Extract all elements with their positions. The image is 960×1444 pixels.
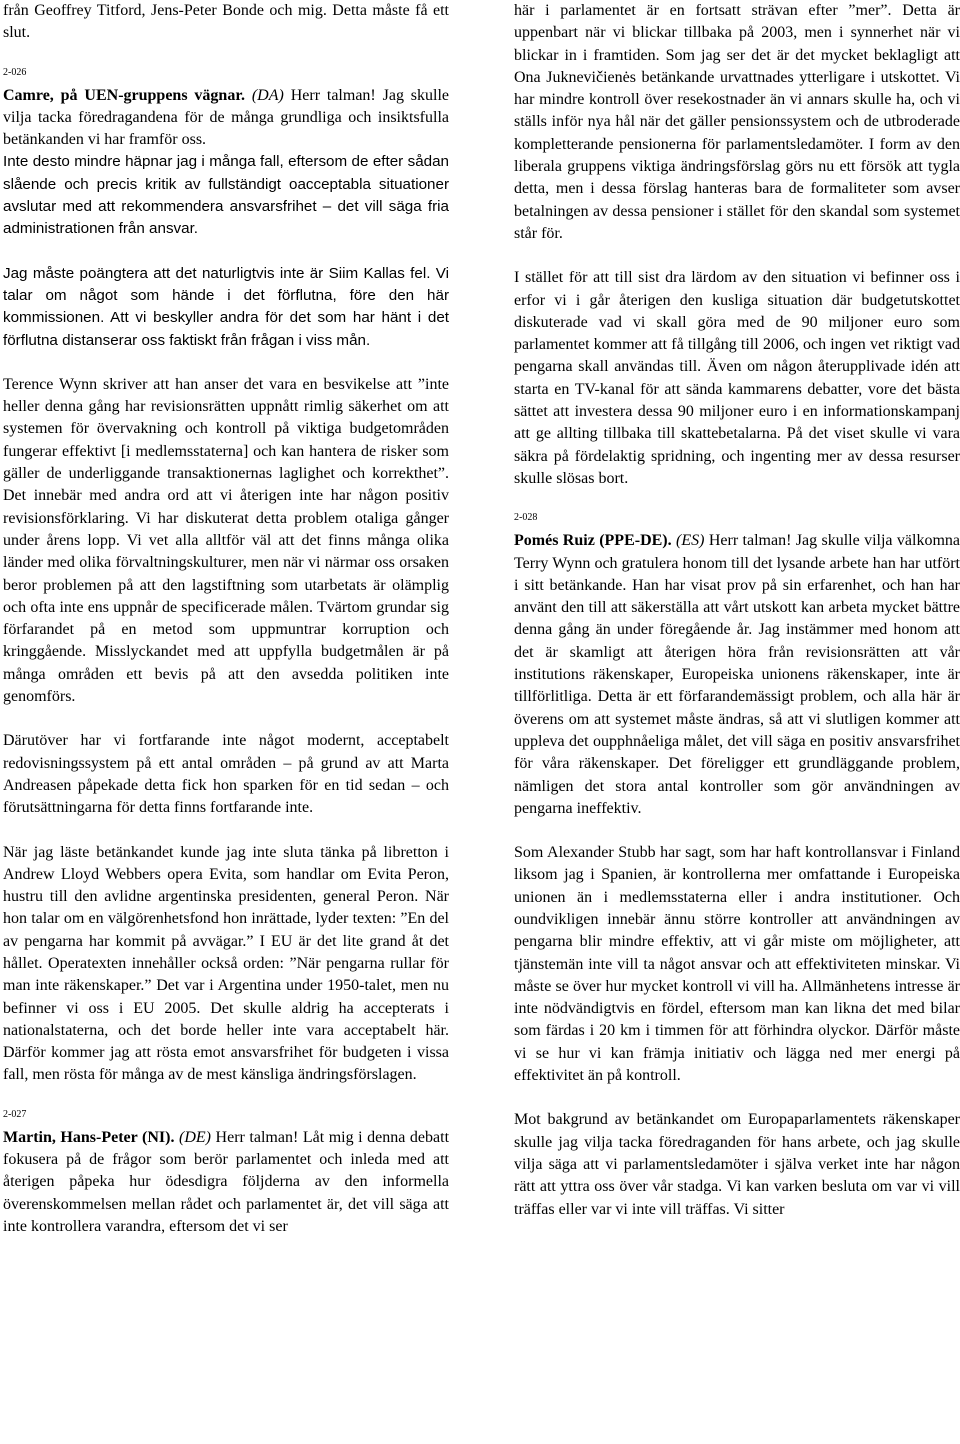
speech-camre <box>3 85 449 152</box>
speaker-name: Camre, på UEN-gruppens vägnar. <box>3 86 245 104</box>
speaker-name: Martin, Hans-Peter (NI). <box>3 1128 175 1146</box>
item-reference: 2-026 <box>3 66 27 78</box>
paragraph-evita: När jag läste betänkandet kunde jag inte sluta tänka på libretton i Andrew Lloyd Webbers opera Evita, som handlar om Evita Peron, hustru till den avlidne argentinska presidenten, general Peron. När hon talar om en välgörenhetsfond hon inrättade, lyder texten: ”En del av pengarna har kommit på avvägar.” I EU är det lite grand åt det hållet. Operatexten innehåller också orden: ”När pengarna rullar för man inte räkenskaper.” Det var i Argentina under 1950-talet, men nu befinner vi oss i EU 2005. Det skulle aldrig ha accepterats i nationalstaterna, och det borde heller inte vara acceptabelt här. Därför kommer jag att rösta emot ansvarsfrihet för budgeten i vissa fall, men rösta för många av de mest känsliga ändringsförslagen. <box>3 843 449 1084</box>
paragraph-pensions: här i parlamentet är en fortsatt strävan efter ”mer”. Detta är uppenbart när vi blickar tillbaka på 2003, men i synnerhet när vi blickar in i framtiden. Som jag ser det är det mycket beklagligt att Ona Juknevičienės betänkande urvattnades ytterligare i utskottet. Vi har mindre kontroll över resekostnader än vi annars skulle ha, och vi ställs inför nya hål när det gäller pensionssystem och de utbroderade kompletterande pensionerna för parlamentsledamöter. I form av den liberala gruppens viktiga ändringsförslag görs nu ett försök att tygla detta, men i dessa förslag hanteras bara de formaliteter som avser betalningen av dessa pensioner i stället för den skandal som systemet står för. <box>514 2 960 242</box>
speaker-name: Pomés Ruiz (PPE-DE). <box>514 532 672 550</box>
item-reference: 2-028 <box>514 512 538 524</box>
speech-pomes-ruiz <box>514 530 960 820</box>
paragraph-stubb: Som Alexander Stubb har sagt, som har haft kontrollansvar i Finland liksom jag i Spanien, är kontrollerna mer omfattande i Europeiska unionen än i medlemsstaterna eller i andra institutioner. Och oundvikligen innebär ännu större kontroller att användningen av pengarna blir mindre effektiv, att vi går miste om möjligheter, att tjänstemän inte vill ta något ansvar och att effektiviteten minskar. Vi måste se över hur mycket kontroll vi vill ha. Allmänhetens intresse är inte nödvändigtvis en fördel, eftersom man kan likna det med bilar som färdas i 20 km i timmen för att förhindra olyckor. Därför måste vi se hur vi kan främja initiativ och lägga ned mer energi på effektivitet än på kontroll. <box>514 844 960 1085</box>
intro-paragraph: från Geoffrey Titford, Jens-Peter Bonde och mig. Detta måste få ett slut. <box>3 2 449 42</box>
paragraph-accounting: Därutöver har vi fortfarande inte något modernt, acceptabelt redovisningssystem på ett antal områden – på grund av att Marta Andreasen påpekade detta fick hon sparken för en tid sedan – och förutsättningarna för detta finns fortfarande inte. <box>3 732 449 817</box>
right-column <box>514 0 960 1221</box>
paragraph-budget: I stället för att till sist dra lärdom av den situation vi befinner oss i erfor vi i går återigen den kusliga situation där budgetutskottet diskuterade vad vi skall göra med de 90 miljoner euro som parlamentet kommer att få tillgång till 2006, och ingen vet riktigt vad pengarna skall användas till. Även om någon återupplivade idén att starta en TV-kanal för att sända kammarens debatter, vore det bästa sättet att investera dessa 90 miljoner euro i en informationskampanj att ge allting tillbaka till skattebetalarna. På det viset skulle vi vara säkra på fördelaktig spridning, och ingenting mer av dessa resurser skulle slösas bort. <box>514 269 960 487</box>
speech-text: Herr talman! Jag skulle vilja välkomna Terry Wynn och gratulera honom till det lysande arbete han har utfört i sitt betänkande. Han har visat prov på sin erfarenhet, och han har använt den till att säkerställa att vårt utskott kan arbeta mycket bättre denna gång än under föregående år. Jag instämmer med honom att det är skamligt att återigen höra från revisionsrätten att vår institutions räkenskaper, Europeiska unionens räkenskaper, inte är tillförlitliga. Detta är ett förfarandemässigt problem, och alla här är överens om att systemet måste ändras, så att vi slutligen kommer att uppleva det oupphnåeliga målet, det vill säga en positiv ansvarsfrihet för våra räkenskaper. Det föreligger ett grundläggande problem, nämligen det stora antal kontroller som gör användningen av pengarna ineffektiv. <box>514 532 960 817</box>
speech-text: Herr talman! Låt mig i denna debatt fokusera på de frågor som berör parlamentet och inleda med att återigen påpeka hur ödesdigra följderna av den informella överenskommelsen mellan rådet och parlamentet är, det vill säga att inte kontrollera varandra, eftersom det vi ser <box>3 1128 450 1235</box>
language-code: (DA) <box>251 86 284 104</box>
speech-martin <box>3 1127 449 1238</box>
language-code: (ES) <box>676 532 705 550</box>
paragraph-kallas: Jag måste poängtera att det naturligtvis inte är Siim Kallas fel. Vi talar om något som hände i det förflutna, före den här kommissionen. Att vi beskyller andra för det som har hänt i det förflutna distanserar oss faktiskt från frågan i viss mån. <box>3 264 449 349</box>
item-reference: 2-027 <box>3 1108 27 1120</box>
paragraph-wynn: Terence Wynn skriver att han anser det vara en besvikelse att ”inte heller denna gång har revisionsrätten uppnått rimlig säkerhet om att systemen för övervakning och kontroll på viktiga budgetområden fungerar effektivt [i medlemsstaterna] och kan hantera de risker som gäller de underliggande transaktionernas laglighet och korrekthet”. Det innebär med andra ord att vi återigen inte har någon positiv revisionsförklaring. Vi har diskuterat detta problem otaliga gånger under årens lopp. Vi vet alla alltför väl att det finns många olika länder med olika förvaltningskulturer, men när vi närmar oss orsaken beror problemen på att den lagstiftning som utarbetats är olämplig och ofta inte ens uppnår de specificerade målen. Tvärtom grundar sig förfarandet på en metod som uppmuntrar korruption och kringgående. Misslyckandet med att uppfylla budgetmålen är på många områden ett bevis på att den avsedda politiken inte genomförs. <box>3 375 449 706</box>
speech-opening: Herr talman! Jag skulle vilja tacka föredragandena för de många grundliga och insiktsfulla betänkanden vi har framför oss. <box>3 86 450 149</box>
speech-continuation: Inte desto mindre häpnar jag i många fall, eftersom de efter sådan slående och precis kritik av fullständigt oacceptabla situationer avslutar med att rekommendera ansvarsfrihet – det vill säga fria administrationen från ansvar. <box>3 153 449 238</box>
language-code: (DE) <box>179 1128 211 1146</box>
paragraph-statute: Mot bakgrund av betänkandet om Europaparlamentets räkenskaper skulle jag vilja tacka föredraganden för hans arbete, och jag skulle vilja säga att vi parlamentsledamöter i själva verket inte har någon rätt att yttra oss över vår stadga. Vi kan varken besluta om var vi vill träffas eller var vi inte vill träffas. Vi sitter <box>514 1111 960 1218</box>
left-column <box>3 0 449 1238</box>
